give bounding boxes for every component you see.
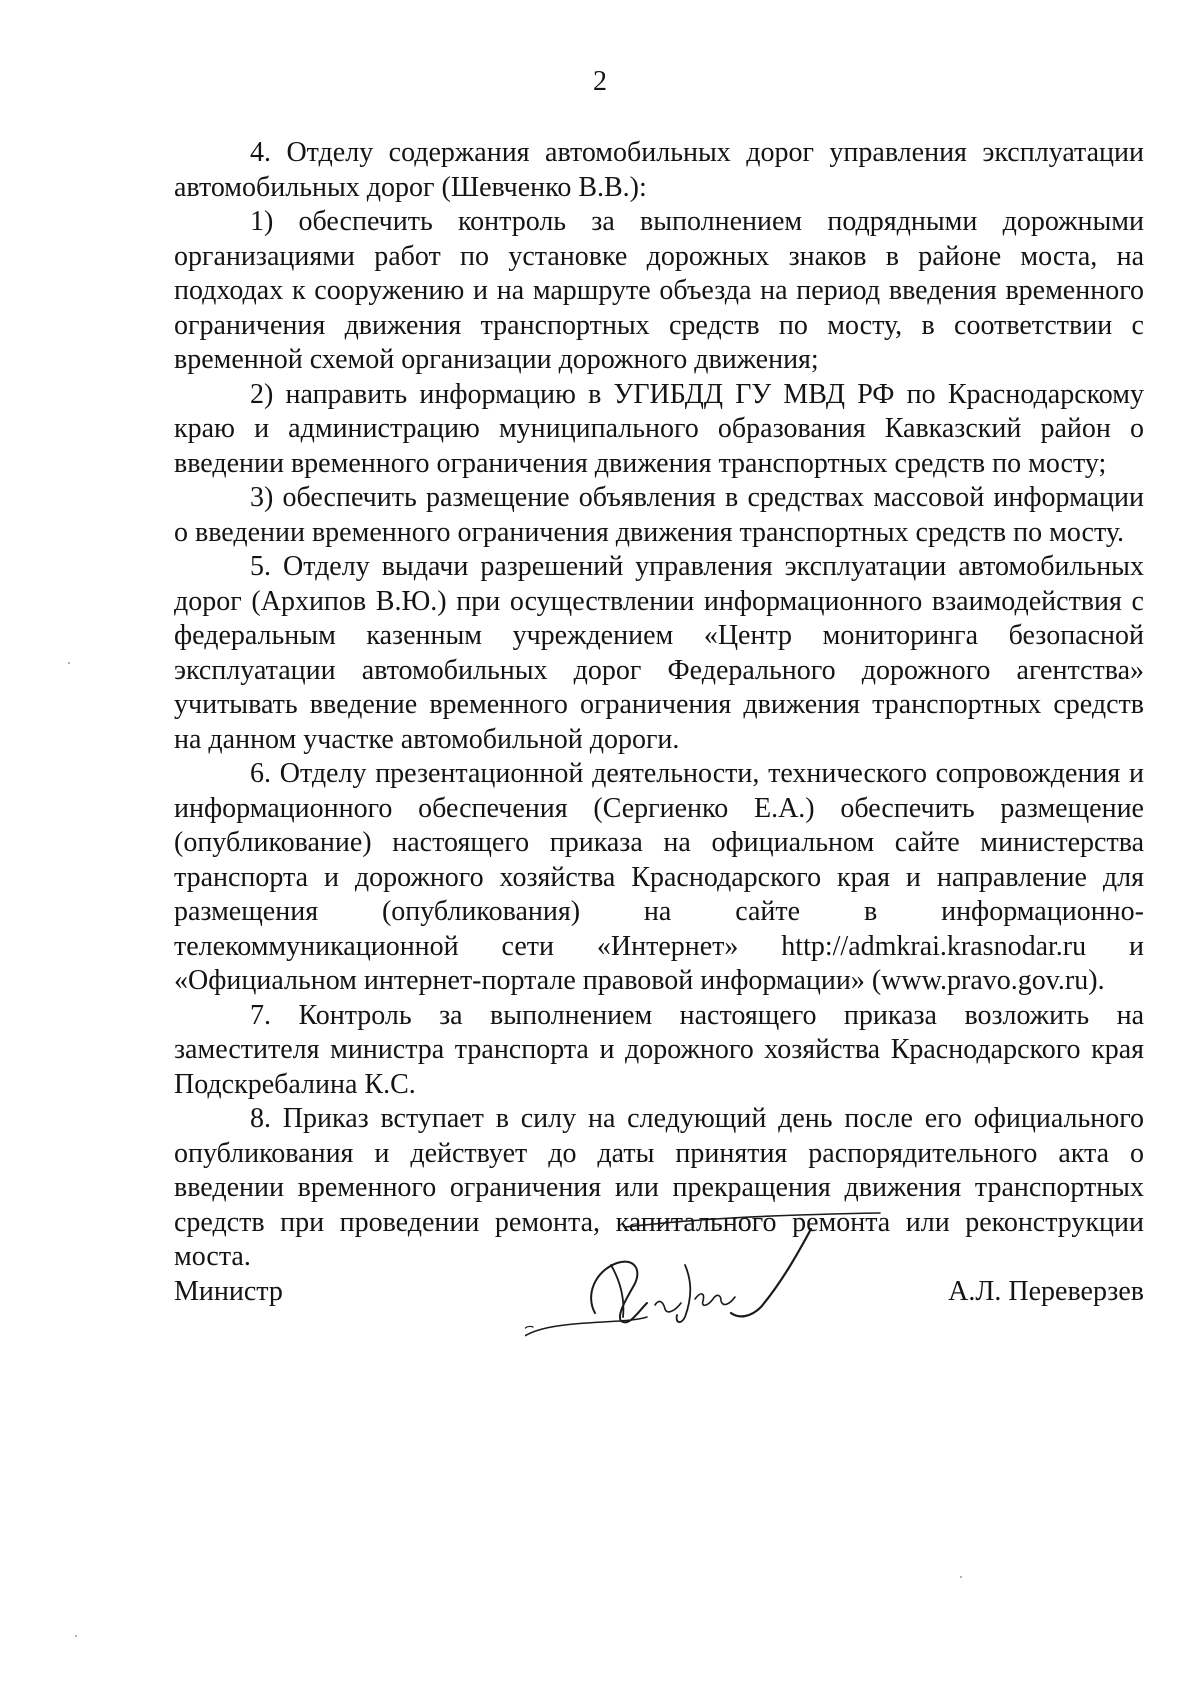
scan-speck	[75, 1635, 77, 1637]
scan-speck	[68, 662, 70, 664]
paragraph-item-5: 5. Отделу выдачи разрешений управления эксплуатации автомобильных дорог (Архипов В.Ю.) при осуществлении информационного взаимодействия с федеральным казенным учреждением «Центр мониторинга безопасной эксплуатации автомобильных дорог Федерального дорожного агентства» учитывать введение временного ограничения движения транспортных средств на данном участке автомобильной дороги.	[174, 551, 1144, 755]
signer-title: Министр	[174, 1276, 283, 1307]
paragraph-subitem-4-2: 2) направить информацию в УГИБДД ГУ МВД РФ по Краснодарскому краю и администрацию муниципального образования Кавказский район о введении временного ограничения движения транспортных средств по мосту;	[174, 378, 1144, 479]
paragraph-item-6: 6. Отделу презентационной деятельности, технического сопровождения и информационного обеспечения (Сергиенко Е.А.) обеспечить размещение (опубликование) настоящего приказа на официальном сайте министерства транспорта и дорожного хозяйства Краснодарского края и направление для размещения (опубликования) на сайте в информационно-телекоммуникационной сети «Интернет» http://admkrai.krasnodar.ru и «Официальном интернет-портале правовой информации» (www.pravo.gov.ru).	[174, 758, 1144, 996]
signer-name: А.Л. Переверзев	[948, 1276, 1144, 1307]
scan-speck	[960, 1576, 962, 1578]
paragraph-item-4: 4. Отделу содержания автомобильных дорог управления эксплуатации автомобильных дорог (Шевченко В.В.):	[174, 137, 1144, 203]
handwritten-signature	[525, 1205, 885, 1345]
paragraph-item-8: 8. Приказ вступает в силу на следующий день после его официального опубликования и действует до даты принятия распорядительного акта о введении временного ограничения или прекращения движения транспортных средств при проведении ремонта, капитального ремонта или реконструкции моста.	[174, 1103, 1144, 1272]
paragraph-subitem-4-3: 3) обеспечить размещение объявления в средствах массовой информации о введении временного ограничения движения транспортных средств по мосту.	[174, 482, 1144, 548]
paragraph-item-7: 7. Контроль за выполнением настоящего приказа возложить на заместителя министра транспорта и дорожного хозяйства Краснодарского края Подскребалина К.С.	[174, 999, 1144, 1100]
paragraph-subitem-4-1: 1) обеспечить контроль за выполнением подрядными дорожными организациями работ по установке дорожных знаков в районе моста, на подходах к сооружению и на маршруте объезда на период введения временного ограничения движения транспортных средств по мосту, в соответствии с временной схемой организации дорожного движения;	[174, 206, 1144, 375]
page-number: 2	[593, 66, 607, 97]
document-body	[174, 136, 1144, 1275]
